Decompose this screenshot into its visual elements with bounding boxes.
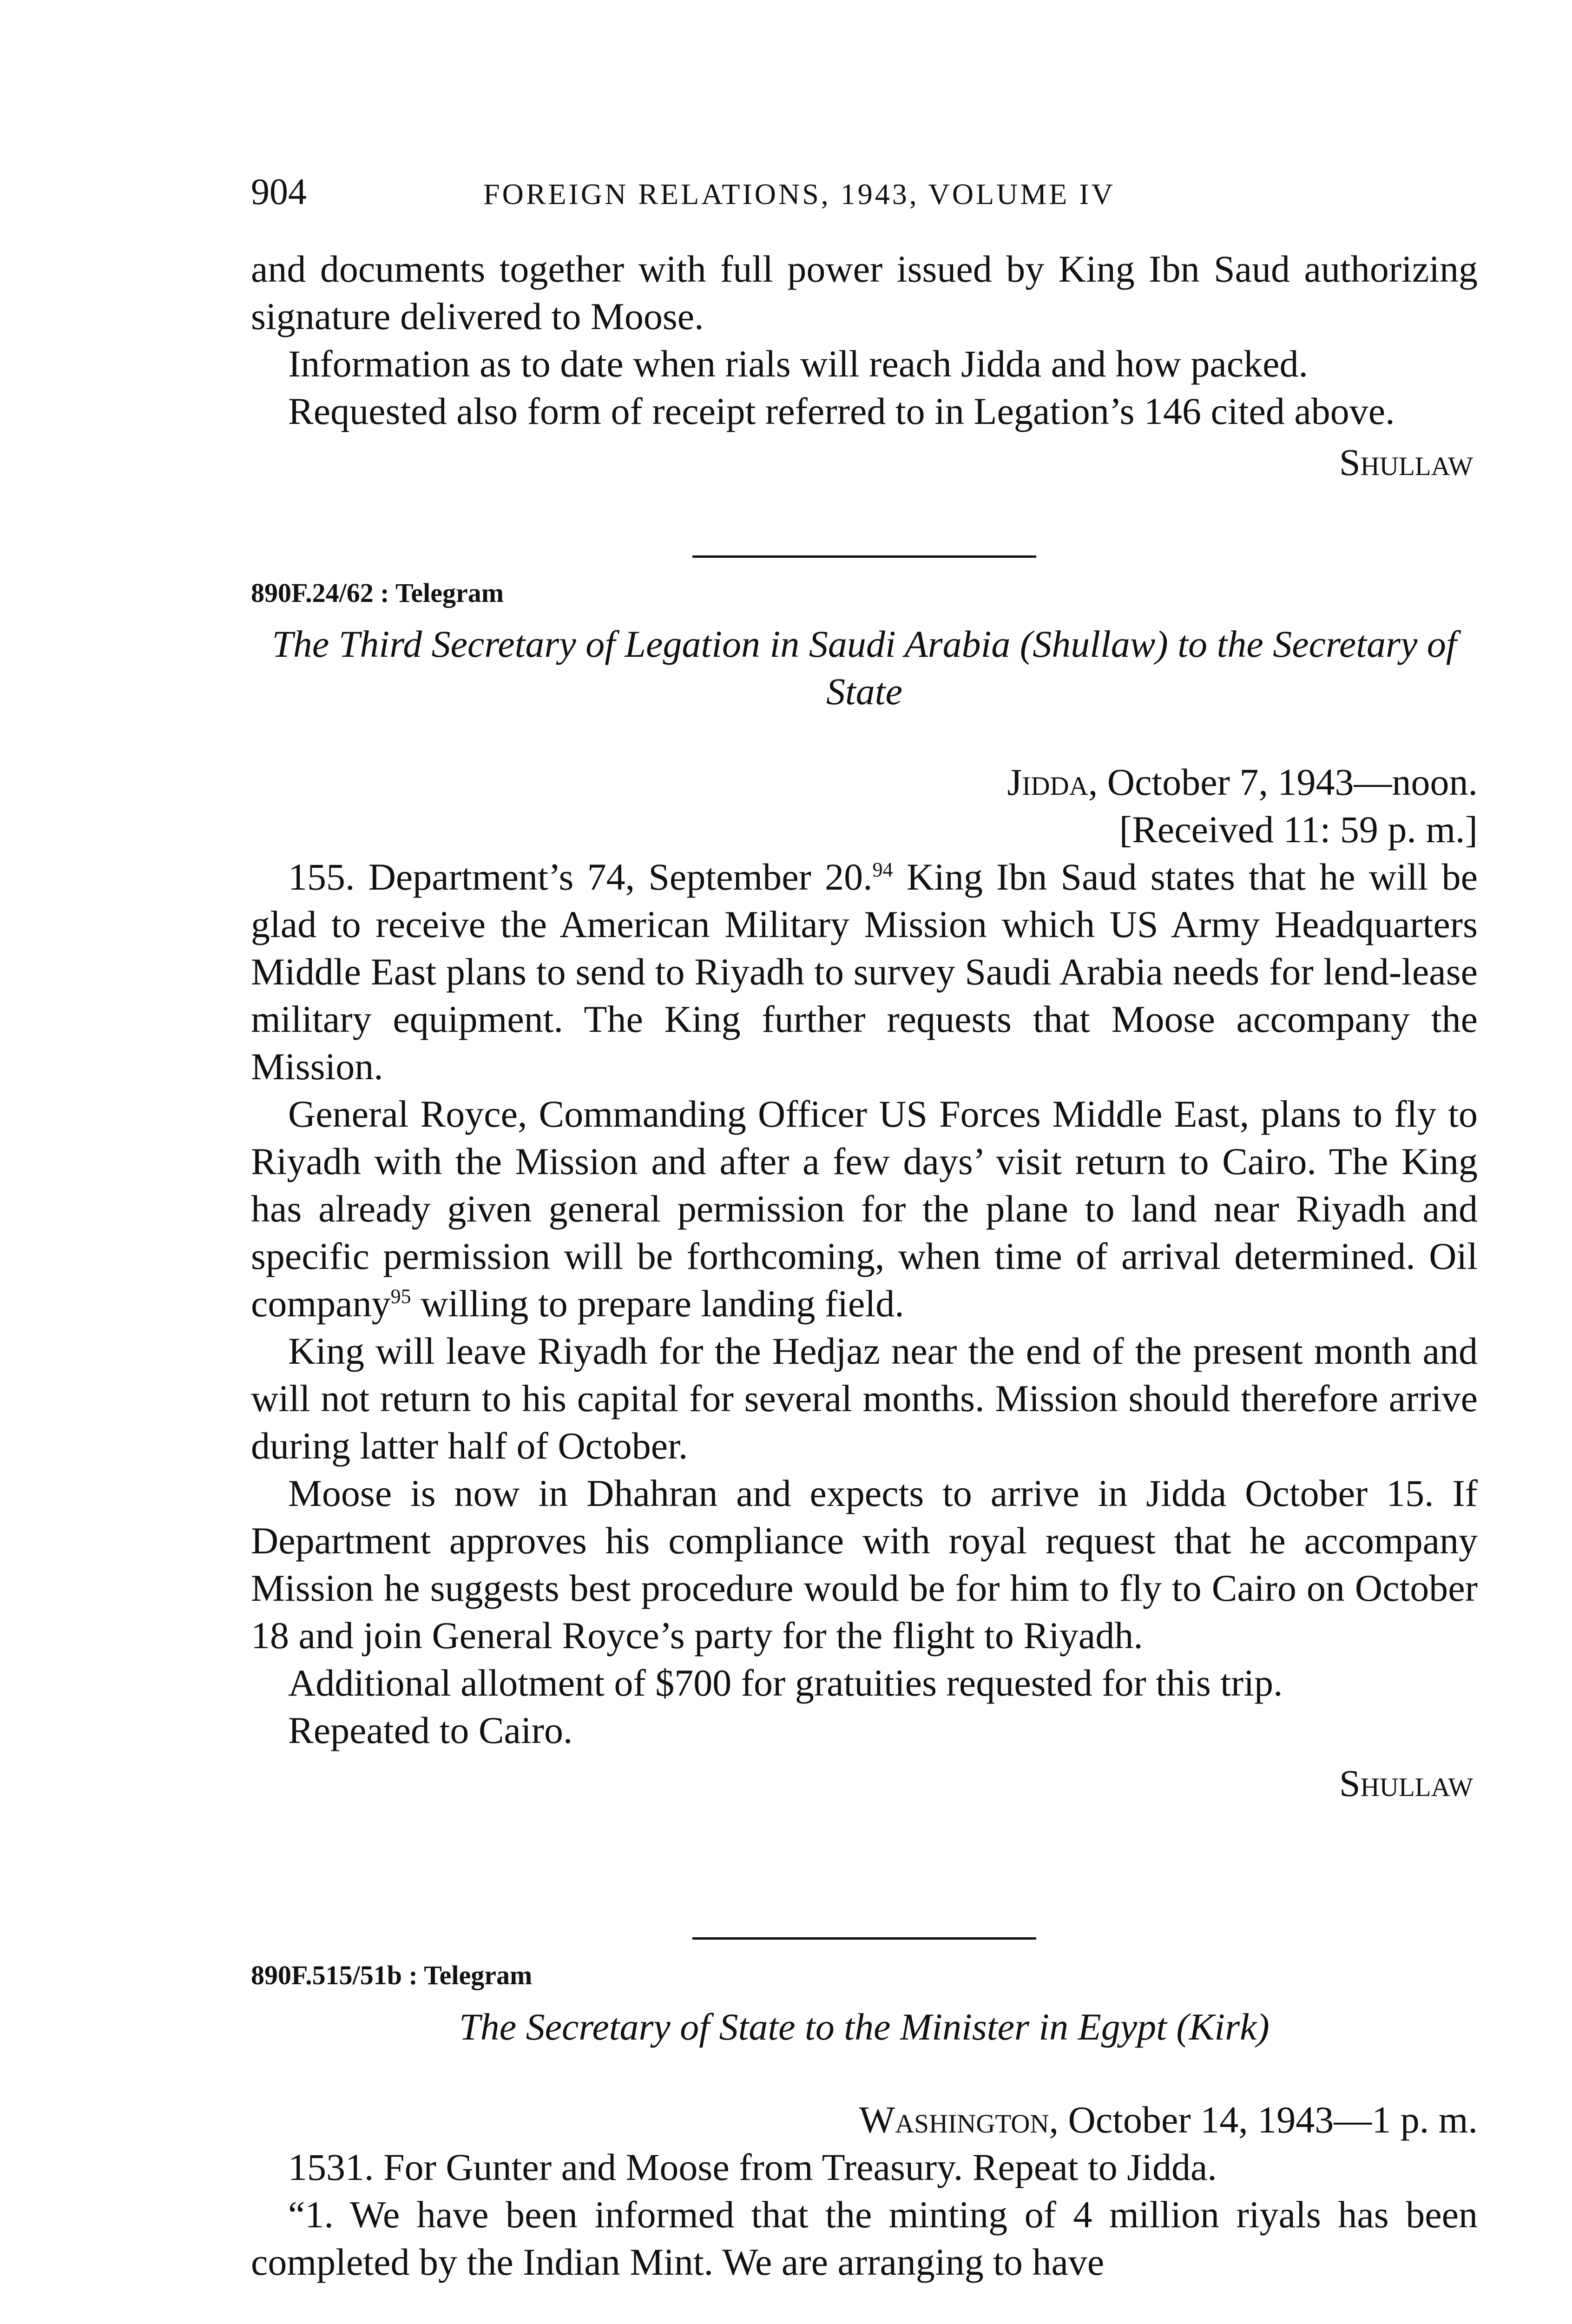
paragraph-text: General Royce, Commanding Officer US Forces Middle East, plans to fly to Riyadh with the Mission and after a few days’ visit return to Cairo. The King has already given general permission for the plane to land near Riyadh and specific permission will be forthcoming, when time of arrival determined. Oil company (251, 1093, 1478, 1325)
paragraph: and documents together with full power issued by King Ibn Saud authorizing signature delivered to Moose. (251, 248, 1478, 337)
paragraph (251, 853, 1478, 1090)
running-header (251, 166, 1478, 218)
signature: Shullaw (1339, 1762, 1473, 1804)
paragraph (251, 1090, 1478, 1327)
section-divider (692, 1937, 1036, 1940)
dateline-date: October 7, 1943—noon. (1107, 761, 1478, 803)
previous-document-continuation (251, 245, 1478, 486)
telegram-body (251, 853, 1478, 1807)
paragraph: 1531. For Gunter and Moose from Treasury. Repeat to Jidda. (288, 2146, 1217, 2188)
paragraph-text: 155. Department’s 74, September 20. (288, 856, 873, 898)
paragraph-text: willing to prepare landing field. (411, 1282, 904, 1325)
dateline-date: October 14, 1943—1 p. m. (1068, 2099, 1478, 2141)
paragraph: Moose is now in Dhahran and expects to arrive in Jidda October 15. If Department approves his compliance with royal request that he accompany Mission he suggests best procedure would be for him to fly to Cairo on October 18 and join General Royce’s party for the flight to Riyadh. (251, 1472, 1478, 1657)
paragraph: Repeated to Cairo. (288, 1709, 573, 1751)
footnote-marker: 95 (390, 1285, 411, 1308)
paragraph: Information as to date when rials will reach Jidda and how packed. (288, 343, 1309, 385)
file-reference: 890F.24/62 : Telegram (251, 578, 504, 608)
dateline (251, 2096, 1478, 2144)
footnote-marker: 94 (872, 858, 893, 881)
running-title: FOREIGN RELATIONS, 1943, VOLUME IV (483, 178, 1115, 211)
document-heading: The Third Secretary of Legation in Saudi Arabia (Shullaw) to the Secretary of State (272, 623, 1457, 713)
signature: Shullaw (1339, 441, 1473, 483)
document-heading: The Secretary of State to the Minister in Egypt (Kirk) (459, 2006, 1269, 2048)
page-number: 904 (251, 172, 307, 212)
telegram-body (251, 2144, 1478, 2286)
dateline-place: Washington, (859, 2099, 1059, 2141)
file-reference: 890F.515/51b : Telegram (251, 1960, 533, 1990)
dateline (251, 759, 1478, 806)
received-line: [Received 11: 59 p. m.] (1119, 808, 1478, 851)
paragraph: Requested also form of receipt referred to in Legation’s 146 cited above. (288, 390, 1395, 432)
paragraph: “1. We have been informed that the minting of 4 million riyals has been completed by the Indian Mint. We are arranging to have (251, 2193, 1478, 2283)
section-divider (692, 555, 1036, 558)
paragraph-text: King Ibn Saud states that he will be glad to receive the American Military Mission which US Army Headquarters Middle East plans to send to Riyadh to survey Saudi Arabia needs for lend-lease military equipment. The King further requests that Moose accompany the Mission. (251, 856, 1478, 1088)
paragraph: King will leave Riyadh for the Hedjaz near the end of the present month and will not return to his capital for several months. Mission should therefore arrive during latter half of October. (251, 1330, 1478, 1467)
dateline-place: Jidda, (1007, 761, 1098, 803)
paragraph: Additional allotment of $700 for gratuities requested for this trip. (288, 1662, 1283, 1704)
